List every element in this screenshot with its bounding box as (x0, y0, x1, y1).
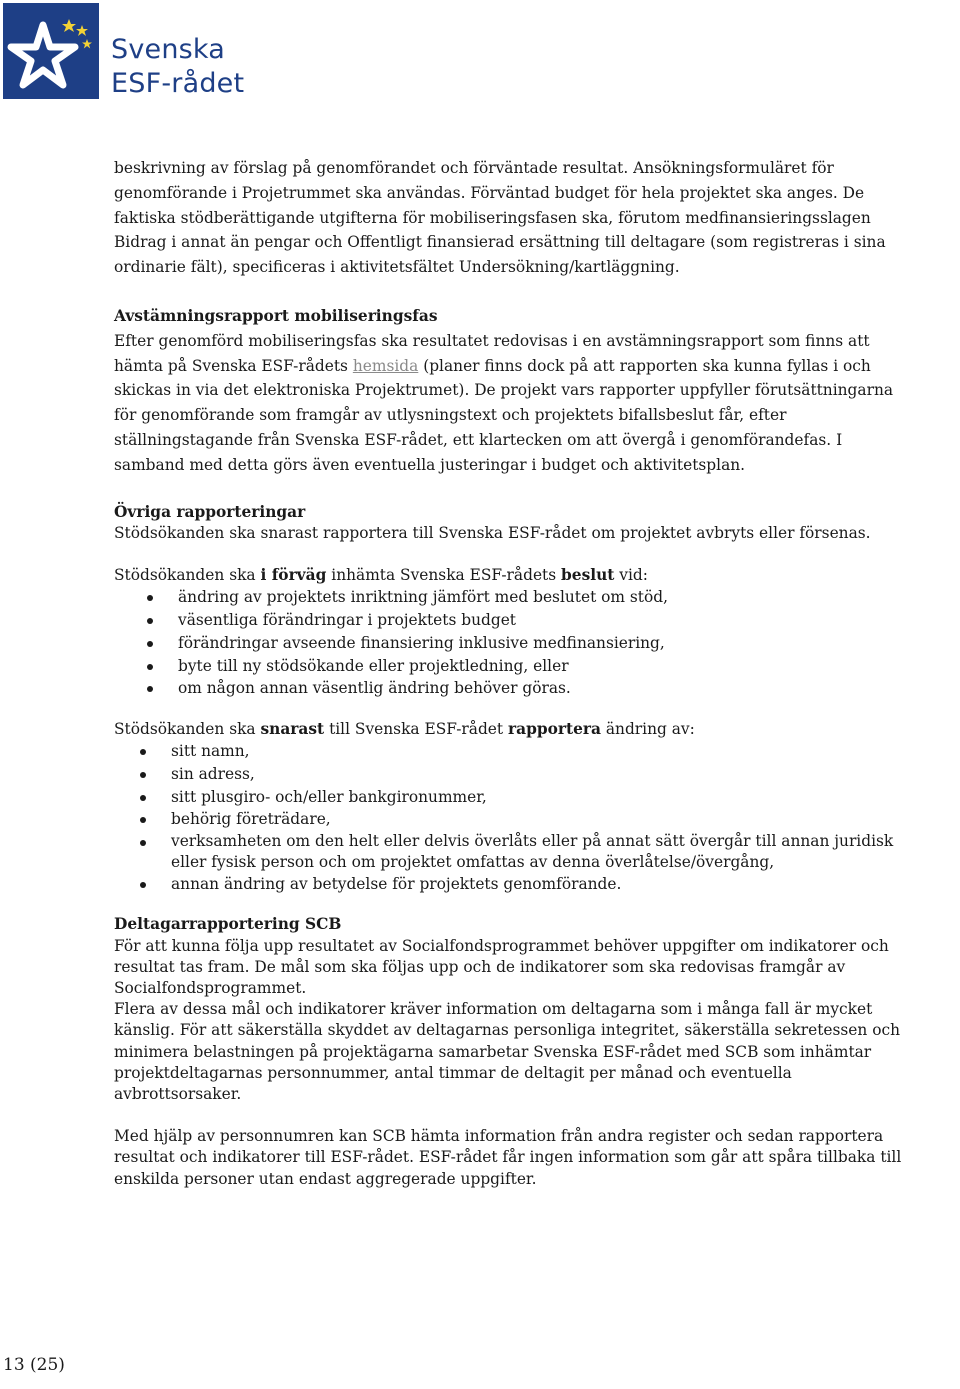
forvag-bold-2: beslut (561, 565, 615, 584)
svenska-esf-radet-logo (3, 3, 245, 99)
snarast-bold-1: snarast (260, 720, 325, 739)
list-item: ändring av projektets inriktning jämfört med beslutet om stöd, (114, 586, 904, 609)
page-number: 13 (25) (3, 1355, 65, 1375)
section-avstamningsrapport (114, 304, 904, 478)
logo-line-1: Svenska (111, 34, 226, 65)
logo-wordmark (111, 33, 244, 101)
forvag-intro (114, 565, 904, 586)
section-deltagarrapportering-scb (114, 914, 904, 1189)
list-item: sitt plusgiro- och/eller bankgironummer, (114, 786, 904, 809)
avstamning-text-1: Efter genomförd mobiliseringsfas ska resultatet redovisas i en avstämningsrapport som finns att hämta på Svenska ESF-rådets (114, 331, 870, 375)
snarast-text-3: ändring av: (600, 720, 695, 739)
forvag-text-2: inhämta Svenska ESF-rådets (326, 565, 562, 584)
section-ovriga-rapporteringar (114, 502, 904, 544)
snarast-text-2: till Svenska ESF-rådet (324, 720, 508, 739)
snarast-text-1: Stödsökanden ska (114, 720, 261, 739)
snarast-list (114, 740, 904, 895)
list-item: behörig företrädare, (114, 808, 904, 831)
list-item: väsentliga förändringar i projektets budget (114, 609, 904, 632)
list-item: byte till ny stödsökande eller projektledning, eller (114, 655, 904, 678)
ovriga-paragraph: Stödsökanden ska snarast rapportera till Svenska ESF-rådet om projektet avbryts eller försenas. (114, 523, 871, 542)
forvag-list (114, 586, 904, 700)
heading-deltagarrapportering-scb: Deltagarrapportering SCB (114, 915, 342, 934)
scb-paragraph-1: För att kunna följa upp resultatet av Socialfondsprogrammet behöver uppgifter om indikatorer och resultat tas fram. De mål som ska följas upp och de indikatorer som ska redovisas framgår av Socialfondsprogrammet. (114, 936, 889, 997)
list-item: förändringar avseende finansiering inklusive medfinansiering, (114, 632, 904, 655)
snarast-bold-2: rapportera (508, 720, 601, 739)
document-body (114, 156, 904, 1190)
list-item: sitt namn, (114, 740, 904, 763)
intro-paragraph: beskrivning av förslag på genomförandet och förväntade resultat. Ansökningsformuläret för genomförande i Projetrummet ska användas. Förväntad budget för hela projektet ska anges. De faktiska stödberättigande utgifterna för mobiliseringsfasen ska, förutom medfinansieringsslagen Bidrag i annat än pengar och Offentligt finansierad ersättning till deltagare (som registreras i sina ordinarie fält), specificeras i aktivitetsfältet Undersökning/kartläggning. (114, 159, 886, 277)
logo-line-2: ESF-rådet (111, 68, 245, 99)
section-forvag (114, 565, 904, 700)
heading-avstamningsrapport: Avstämningsrapport mobiliseringsfas (114, 306, 438, 325)
list-item: annan ändring av betydelse för projektets genomförande. (114, 873, 904, 896)
star-icon (3, 3, 99, 99)
section-snarast (114, 719, 904, 895)
hemsida-link[interactable]: hemsida (352, 356, 419, 375)
avstamningsrapport-paragraph (114, 329, 904, 478)
scb-paragraph-3: Med hjälp av personnumren kan SCB hämta information från andra register och sedan rapportera resultat och indikatorer till ESF-rådet. ESF-rådet får ingen information som går att spåra tillbaka till enskilda personer utan endast aggregerade uppgifter. (114, 1127, 902, 1188)
scb-paragraph-2: Flera av dessa mål och indikatorer kräver information om deltagarna som i många fall är mycket känslig. För att säkerställa skyddet av deltagarnas personliga integritet, säkerställa sekretessen och minimera belastningen på projektägarna samarbetar Svenska ESF-rådet med SCB som inhämtar projektdeltagarnas personnummer, antal timmar de deltagit per månad och eventuella avbrottsorsaker. (114, 1000, 901, 1103)
list-item: om någon annan väsentlig ändring behöver göras. (114, 677, 904, 700)
forvag-bold-1: i förväg (260, 565, 327, 584)
forvag-text-3: vid: (614, 565, 648, 584)
snarast-intro (114, 719, 904, 740)
avstamning-text-2: (planer finns dock på att rapporten ska kunna fyllas i och skickas in via det elektroniska Projektrumet). De projekt vars rapporter uppfyller förutsättningarna för genomförande som framgår av utlysningstext och projektets bifallsbeslut får, efter ställningstagande från Svenska ESF-rådet, ett klartecken om att övergå i genomförandefas. I samband med detta görs även eventuella justeringar i budget och aktivitetsplan. (114, 356, 894, 474)
forvag-text-1: Stödsökanden ska (114, 565, 261, 584)
logo-star-emblem (3, 3, 99, 99)
heading-ovriga-rapporteringar: Övriga rapporteringar (114, 502, 306, 521)
list-item: sin adress, (114, 763, 904, 786)
list-item: verksamheten om den helt eller delvis överlåts eller på annat sätt övergår till annan juridisk eller fysisk person och om projektet omfattas av denna överlåtelse/övergång, (114, 831, 904, 873)
